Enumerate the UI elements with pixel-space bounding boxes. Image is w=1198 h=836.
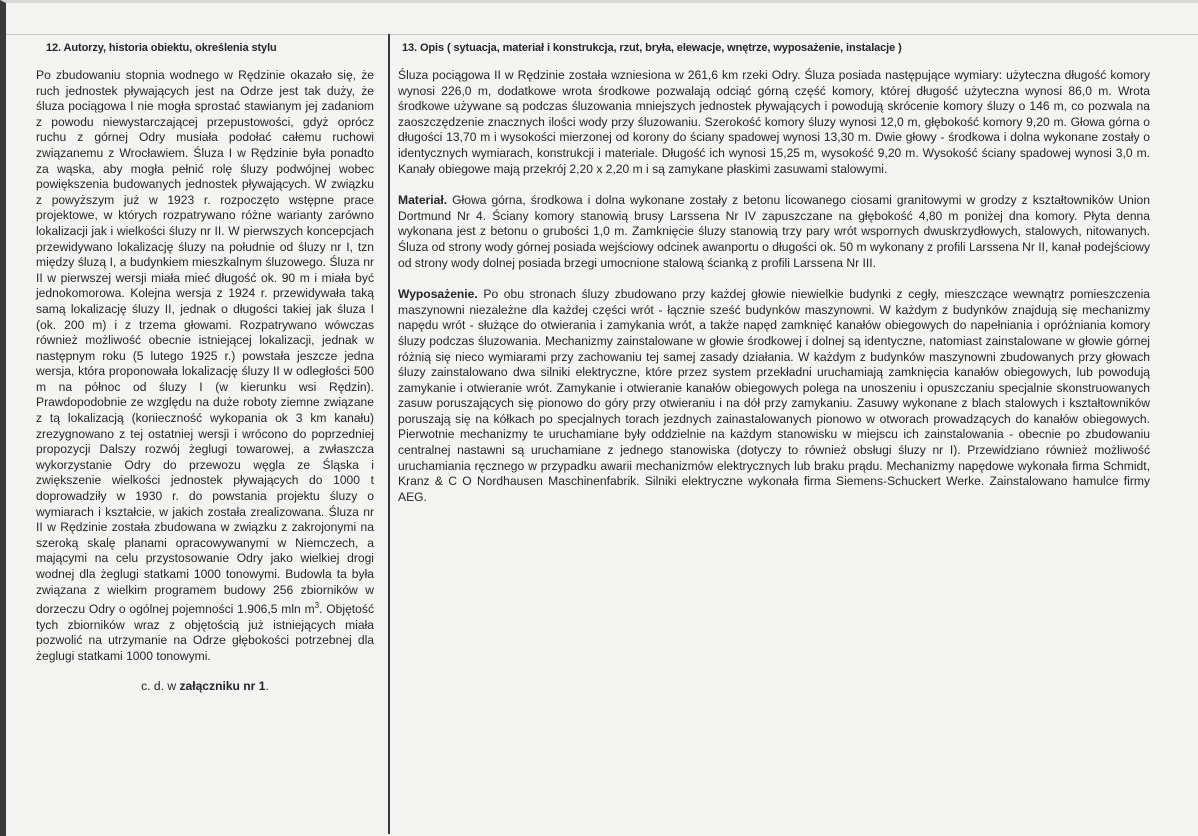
cubic-superscript: 3 [314,601,320,611]
equipment-label: Wyposażenie. [398,287,478,302]
section-13-heading: 13. Opis ( sytuacja, materiał i konstrukcja, rzut, bryła, elewacje, wnętrze, wyposażenie, instalacje ) [402,42,902,54]
column-divider [388,34,390,834]
material-paragraph [398,193,1150,271]
section-12-heading: 12. Autorzy, historia obiektu, określenia stylu [46,42,277,54]
description-paragraph: Śluza pociągowa II w Rędzinie została wzniesiona w 261,6 km rzeki Odry. Śluza posiada następujące wymiary: użyteczna długość komory wynosi 226,0 m, dodatkowe wrota środkowe pozwalają odciąć górną część komory, której długość użyteczna wynosi 86,0 m. Wrota środkowe używane są podczas śluzowania mniejszych jednostek pływających i powodują skrócenie komory śluzy o 146 m, co pozwala na zaoszczędzenie znacznych ilości wody przy śluzowaniu. Szerokość komory śluzy wynosi 12,0 m, głębokość komory 9,20 m. Głowa górna o długości 13,70 m i wysokości mierzonej od korony do ściany spadowej wynosi 13,30 m. Dwie głowy - środkowa i dolna wykonane zostały o identycznych wymiarach, konstrukcji i materiale. Długość ich wynosi 15,25 m, wysokość 9,20 m. Wysokość ściany spadowej wynosi 3,0 m. Kanały obiegowe mają przekrój 2,20 x 2,20 m i są zamykane płaskimi zasuwami stalowymi. [398,68,1150,176]
right-column [398,42,1150,521]
material-label: Materiał. [398,193,448,208]
material-text: Głowa górna, środkowa i dolna wykonane zostały z betonu licowanego ciosami granitowymi w grodzy z kształtowników Union Dortmund Nr 4. Ściany komory stanowią brusy Larssena Nr IV zapuszczane na głębokość 4,80 m poniżej dna komory. Płyta denna wykonana jest z betonu o grubości 1,0 m. Zamknięcie śluzy stanowią trzy pary wrót wspornych dwuskrzydłowych, stalowych, nitowanych. Śluza od strony wody górnej posiada wejściowy odcinek awanportu o długości ok. 50 m wykonany z profili Larssena Nr II, kanał podejściowy od strony wody dolnej posiada brzegi umocnione stalową ścianką z profili Larssena Nr III. [398,193,1150,270]
history-paragraph [36,68,374,665]
top-rule [6,34,1198,35]
continuation-note [36,679,374,693]
history-text-tail: . Objętość tych zbiorników wraz z objętością już istniejących miała pozwolić na utrzymanie na Odrze głębokości potrzebnej dla żeglugi statkami 1000 tonowymi. [36,602,374,663]
continuation-prefix: c. d. w [141,678,180,693]
equipment-text: Po obu stronach śluzy zbudowano przy każdej głowie niewielkie budynki z cegły, mieszczące wewnątrz pomieszczenia maszynowni niezależne dla każdej części wrót - łącznie sześć budynków maszynowni. W każdym z budynków znajdują się mechanizmy napędu wrót - służące do otwierania i zamykania wrót, a także napęd zamknięć kanałów obiegowych do napełniania i opróżniania komory śluzy podczas śluzowania. Mechanizmy zainstalowane w głowie środkowej i dolnej są identyczne, natomiast zainstalowane w głowie górnej różnią się nieco wymiarami przy zachowaniu tej samej zasady działania. W każdym z budynków maszynowni zbudowanych przy głowach śluzy zainstalowano dwa silniki elektryczne, które przez system przekładni uruchamiają zamknięcia kanałów obiegowych, lub powodują zamykanie i otwieranie wrót. Zamykanie i otwieranie kanałów obiegowych polega na unoszeniu i opuszczaniu specjalnie skonstruowanych zasuw poruszających się pionowo do góry przy otwieraniu i na dół przy zamykaniu. Zasuwy wykonane z blach stalowych i kształtowników poruszają się na kółkach po specjalnych torach jezdnych zainastalowanych pionowo w otworach prowadzących do kanałów obiegowych. Pierwotnie mechanizmy te uruchamiane były oddzielnie na każdym stanowisku w miejscu ich zainstalowania - obecnie po zbudowaniu centralnej nastawni są uruchamiane z jednego stanowiska (dotyczy to również obsługi śluzy nr I). Przewidziano również możliwość uruchamiania ręcznego w przypadku awarii mechanizmów elektrycznych lub braku prądu. Mechanizmy napędowe wykonała firma Schmidt, Kranz & C O Nordhausen Maschinenfabrik. Silniki elektryczne wykonała firma Siemens-Schuckert Werke. Zainstalowano hamulce firmy AEG. [398,287,1150,504]
continuation-reference: załączniku nr 1 [179,678,266,693]
left-column [36,42,374,693]
continuation-suffix: . [265,678,269,693]
equipment-paragraph [398,287,1150,505]
history-text: Po zbudowaniu stopnia wodnego w Rędzinie okazało się, że ruch jednostek pływających jest na Odrze jest tak duży, że śluza pociągowa I nie mogła sprostać stawianym jej zadaniom z powodu niewystarczającej przepustowości, gdyż oprócz ruchu z górnej Odry musiała podołać całemu ruchowi związanemu z Wrocławiem. Śluza I w Rędzinie była ponadto za wąska, aby mogła pełnić rolę śluzy podwójnej wobec powiększenia budowanych jednostek pływających. W związku z powyższym już w 1923 r. rozpoczęto wstępne prace projektowe, w których rozpatrywano różne warianty zarówno lokalizacji jak i wielkości śluzy nr II. W pierwszych koncepcjach przewidywano lokalizację śluzy na południe od śluzy nr I, tzn między śluzą I, a budynkiem mieszkalnym śluzowego. Śluza nr II w pierwszej wersji miała mieć długość ok. 90 m i miała być jednokomorowa. Kolejna wersja z 1924 r. przewidywała taką samą lokalizację śluzy II, jednak o długości takiej jak śluza I (ok. 200 m) i z trzema głowami. Rozpatrywano wówczas również możliwość obecnie istniejącej lokalizacji, jednak w następnym roku (5 lutego 1925 r.) powstała jeszcze jedna wersja, która proponowała lokalizację śluzy II w odległości 500 m na północ od śluzy I (w kierunku wsi Rędzin). Prawdopodobnie ze względu na duże roboty ziemne związane z tą lokalizacją (konieczność wykopania ok 3 km kanału) zrezygnowano z tej ostatniej wersji i wrócono do poprzedniej propozycji Dalszy rozwój żeglugi towarowej, a zwłaszcza wykorzystanie Odry do przewozu węgla ze Śląska i zwiększenie wielkości jednostek pływających do 1000 t doprowadziły w 1930 r. do powstania projektu śluzy o wymiarach i kształcie, w jakich została zrealizowana. Śluza nr II w Rędzinie została zbudowana w związku z zakrojonymi na szeroką skalę planami opracowywanymi w Niemczech, a mającymi na celu przystosowanie Odry jako wielkiej drogi wodnej dla żeglugi statkami 1000 tonowymi. Budowla ta była związana z wielkim programem budowy 256 zbiorników w dorzeczu Odry o ogólnej pojemności 1.906,5 mln m [36,68,374,617]
